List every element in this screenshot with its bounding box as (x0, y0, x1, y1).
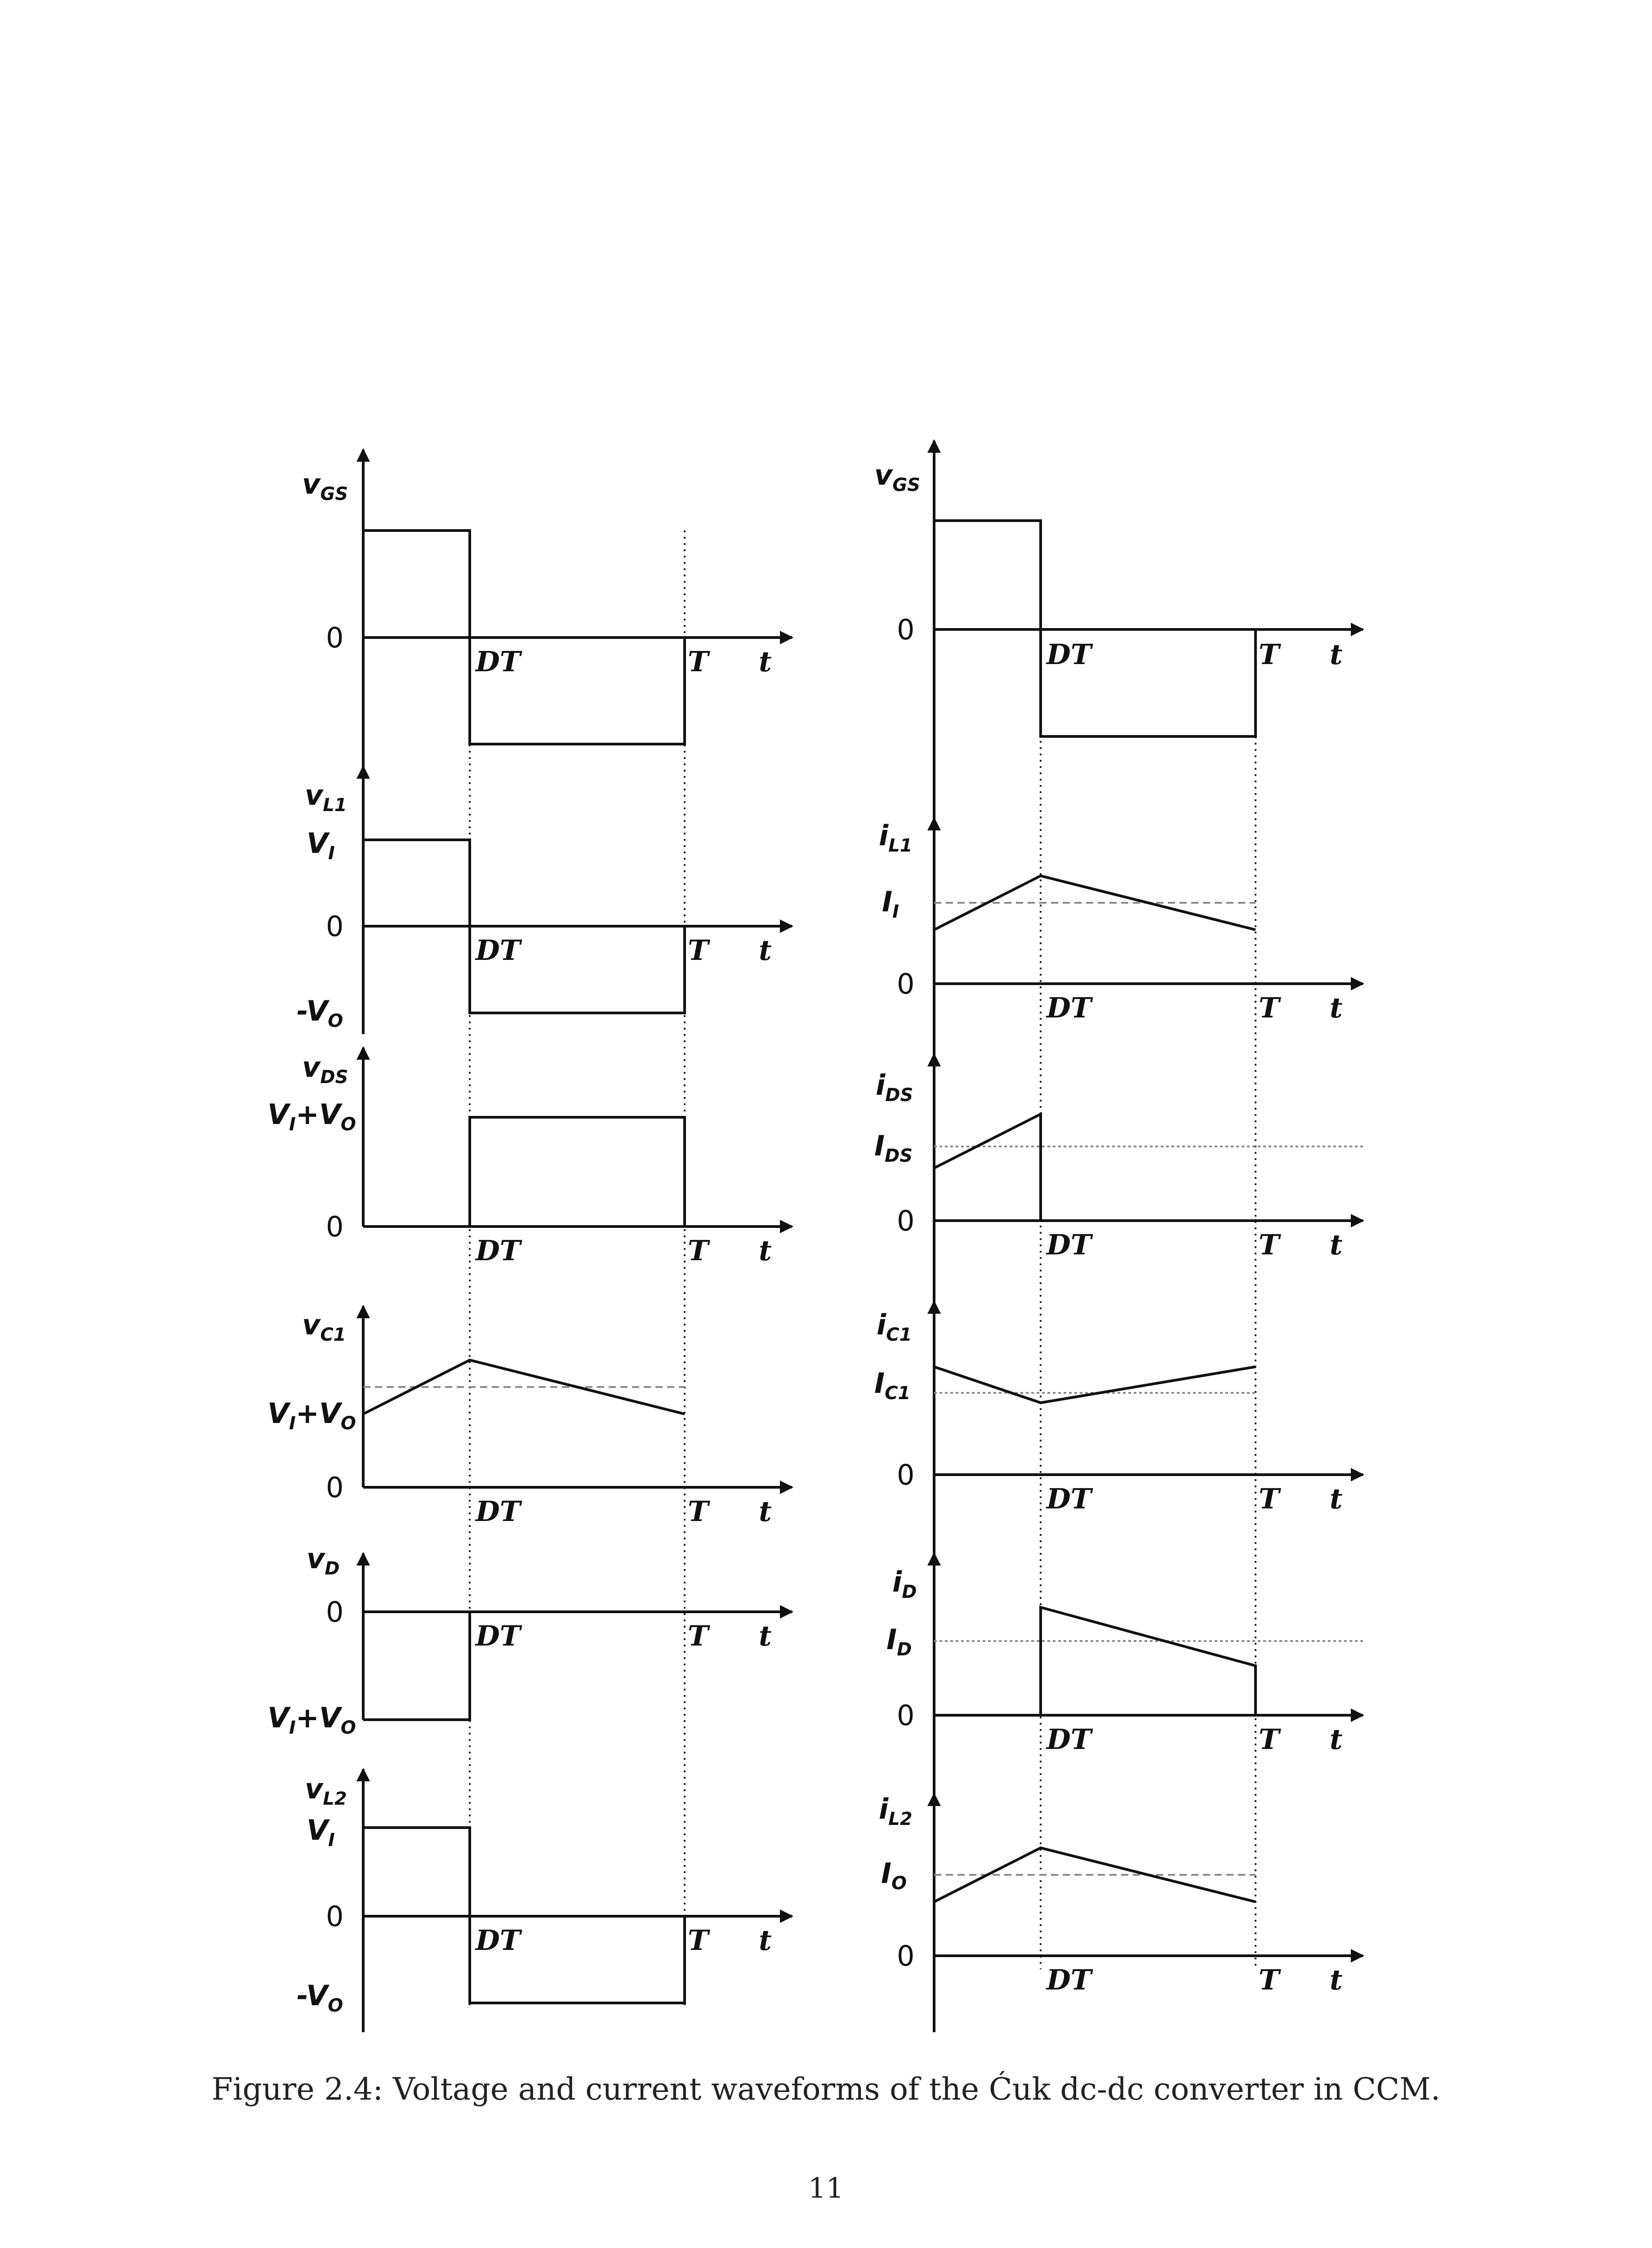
left-vds-panel (267, 1048, 792, 1267)
right-il2-t-axis-label: t (1330, 1963, 1343, 1996)
left-vc1-zero: 0 (326, 1471, 344, 1504)
right-ic1-label: $i_{C1}$ (877, 1308, 912, 1345)
left-vl1-zero: 0 (326, 910, 344, 943)
left-vc1-level: $V_I+V_O$ (267, 1397, 356, 1434)
right-il1-dt-tick: DT (1046, 991, 1091, 1024)
left-vgs-t-axis-label: t (759, 645, 772, 678)
left-vc1-dt-tick: DT (476, 1495, 521, 1528)
right-vgs-zero: 0 (897, 613, 915, 646)
right-il2-label: $i_{L2}$ (879, 1793, 913, 1829)
right-id-zero: 0 (897, 1699, 915, 1732)
left-vd-zero: 0 (326, 1596, 344, 1628)
left-vl2-vi-level: $V_I$ (307, 1814, 335, 1851)
left-vl1-panel (297, 767, 792, 1034)
right-ids-panel (874, 1054, 1363, 1261)
left-vd-label: $v_D$ (307, 1542, 340, 1579)
right-id-dt-tick: DT (1046, 1723, 1091, 1756)
right-ic1-t-tick: T (1259, 1482, 1280, 1515)
right-il2-zero: 0 (897, 1940, 915, 1972)
right-id-t-axis-label: t (1330, 1723, 1343, 1756)
page-number: 11 (808, 2172, 844, 2204)
right-ic1-waveform (934, 1367, 1256, 1403)
left-vds-label: $v_{DS}$ (302, 1051, 348, 1088)
left-vd-level: $V_I+V_O$ (267, 1701, 356, 1738)
right-id-label: $i_D$ (892, 1566, 917, 1602)
left-vds-dt-tick: DT (476, 1234, 521, 1267)
right-il2-panel (879, 1793, 1363, 1996)
left-vd-t-axis-label: t (759, 1619, 772, 1652)
right-il1-t-axis-label: t (1330, 991, 1343, 1024)
right-ic1-level: $I_{C1}$ (874, 1367, 911, 1404)
left-vl2-zero: 0 (326, 1900, 344, 1933)
right-id-waveform (1041, 1607, 1256, 1715)
right-ids-t-axis-label: t (1330, 1228, 1343, 1261)
right-ids-dt-tick: DT (1046, 1228, 1091, 1261)
right-ids-level: $I_{DS}$ (874, 1129, 913, 1166)
right-id-level: $I_D$ (886, 1623, 912, 1660)
left-vgs-t-tick: T (688, 645, 709, 678)
left-vl1-t-axis-label: t (759, 934, 772, 967)
left-vgs-dt-tick: DT (476, 645, 521, 678)
right-il2-level: $I_O$ (881, 1857, 907, 1894)
right-il1-panel (879, 818, 1363, 1024)
left-vc1-t-tick: T (688, 1495, 709, 1528)
right-il1-zero: 0 (897, 968, 915, 1000)
left-vd-dt-tick: DT (476, 1619, 521, 1652)
right-id-panel (886, 1553, 1363, 1756)
right-il2-t-tick: T (1259, 1963, 1280, 1996)
left-vc1-label: $v_{C1}$ (302, 1308, 346, 1345)
left-vd-waveform (363, 1612, 685, 1720)
left-vl1-dt-tick: DT (476, 934, 521, 967)
left-vl1-t-tick: T (688, 934, 709, 967)
right-vgs-label: $v_{GS}$ (874, 459, 921, 495)
right-vgs-panel (874, 441, 1363, 2032)
right-vgs-dt-tick: DT (1046, 638, 1091, 671)
right-ic1-zero: 0 (897, 1459, 915, 1491)
left-vl1-vi-level: $V_I$ (307, 827, 335, 864)
right-ids-zero: 0 (897, 1204, 915, 1237)
right-il1-label: $i_{L1}$ (879, 819, 913, 856)
left-vc1-panel (267, 1306, 792, 1528)
left-vgs-panel (302, 450, 792, 800)
right-ic1-t-axis-label: t (1330, 1482, 1343, 1515)
figure-caption: Figure 2.4: Voltage and current waveforms of the Ćuk dc-dc converter in CCM. (211, 2072, 1441, 2107)
left-vds-level: $V_I+V_O$ (267, 1098, 356, 1135)
right-ids-label: $i_{DS}$ (876, 1069, 913, 1106)
right-ids-t-tick: T (1259, 1228, 1280, 1261)
right-ic1-panel (874, 1302, 1363, 1515)
right-il2-dt-tick: DT (1046, 1963, 1091, 1996)
left-vl2-label: $v_{L2}$ (305, 1772, 347, 1809)
left-vc1-t-axis-label: t (759, 1495, 772, 1528)
right-il1-t-tick: T (1259, 991, 1280, 1024)
left-column (267, 450, 792, 2032)
left-vl2-t-axis-label: t (759, 1924, 772, 1957)
left-vds-t-tick: T (688, 1234, 709, 1267)
left-vgs-label: $v_{GS}$ (302, 468, 348, 504)
left-vl1-neg-vo-level: $-V_O$ (297, 995, 343, 1031)
right-il1-level: $I_I$ (882, 885, 899, 922)
left-vl2-dt-tick: DT (476, 1924, 521, 1957)
left-vds-t-axis-label: t (759, 1234, 772, 1267)
right-vgs-t-axis-label: t (1330, 638, 1343, 671)
left-vds-zero: 0 (326, 1210, 344, 1243)
right-ic1-dt-tick: DT (1046, 1482, 1091, 1515)
right-vgs-t-tick: T (1259, 638, 1280, 671)
left-vds-waveform (363, 1117, 685, 1227)
right-column (874, 441, 1363, 2032)
left-vl2-panel (297, 1769, 792, 2032)
left-vl2-t-tick: T (688, 1924, 709, 1957)
right-ids-waveform (934, 1114, 1041, 1221)
left-vgs-zero: 0 (326, 621, 344, 654)
left-vd-panel (267, 1542, 792, 1738)
left-vl1-label: $v_{L1}$ (305, 779, 347, 816)
right-id-t-tick: T (1259, 1723, 1280, 1756)
left-vd-t-tick: T (688, 1619, 709, 1652)
left-vl2-neg-vo-level: $-V_O$ (297, 1979, 343, 2016)
